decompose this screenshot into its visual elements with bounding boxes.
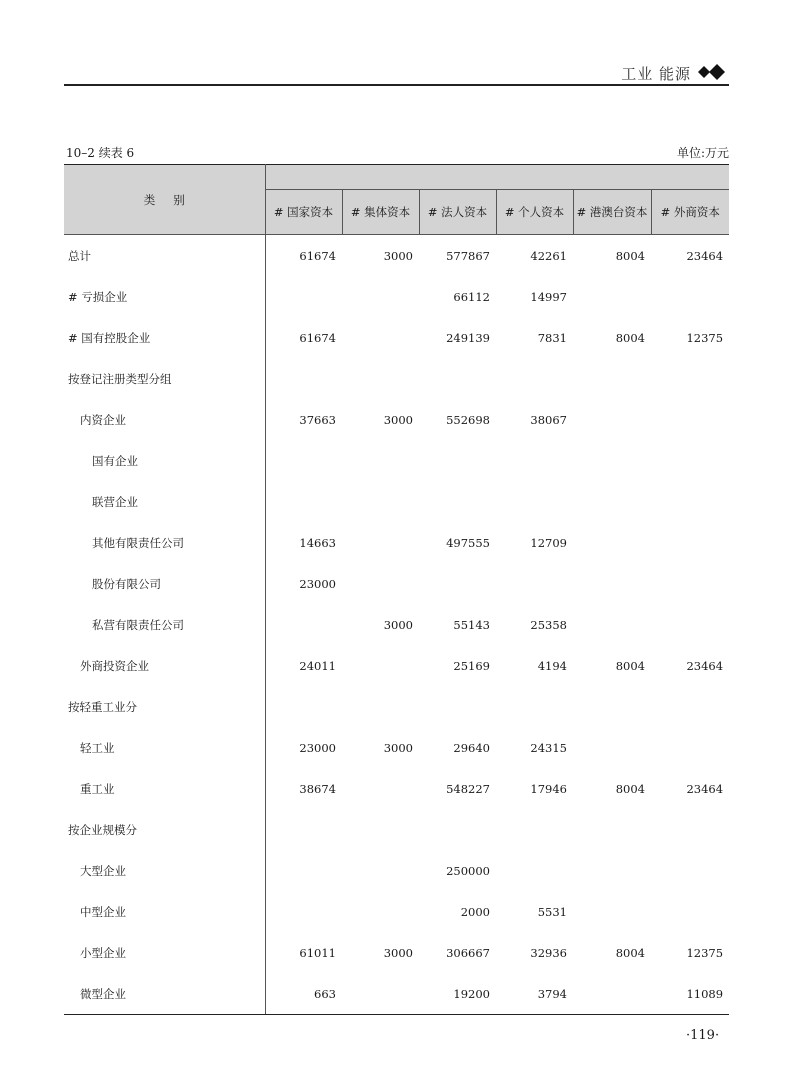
table-cell bbox=[651, 563, 729, 604]
table-row bbox=[64, 727, 729, 768]
table-cell: 3000 bbox=[342, 399, 419, 440]
table-cell: 25358 bbox=[496, 604, 573, 645]
data-table bbox=[64, 164, 729, 1015]
table-cell bbox=[419, 686, 496, 727]
table-cell bbox=[573, 973, 651, 1015]
table-cell bbox=[342, 850, 419, 891]
table-cell: 306667 bbox=[419, 932, 496, 973]
column-header: # 个人资本 bbox=[496, 190, 573, 235]
table-cell bbox=[651, 358, 729, 399]
table-cell: 3000 bbox=[342, 932, 419, 973]
table-cell bbox=[265, 358, 342, 399]
table-cell bbox=[573, 727, 651, 768]
row-label: 按企业规模分 bbox=[64, 809, 265, 850]
table-cell: 14663 bbox=[265, 522, 342, 563]
row-label: 股份有限公司 bbox=[64, 563, 265, 604]
table-cell: 23464 bbox=[651, 235, 729, 277]
table-cell: 61674 bbox=[265, 235, 342, 277]
table-cell bbox=[342, 563, 419, 604]
table-cell bbox=[573, 850, 651, 891]
table-cell bbox=[265, 276, 342, 317]
table-cell bbox=[496, 686, 573, 727]
table-row bbox=[64, 645, 729, 686]
table-cell: 663 bbox=[265, 973, 342, 1015]
table-cell bbox=[496, 563, 573, 604]
table-cell bbox=[496, 850, 573, 891]
table-cell bbox=[573, 276, 651, 317]
table-cell bbox=[342, 276, 419, 317]
table-cell bbox=[342, 686, 419, 727]
table-cell bbox=[573, 809, 651, 850]
table-cell: 24315 bbox=[496, 727, 573, 768]
row-label: 大型企业 bbox=[64, 850, 265, 891]
row-label: # 亏损企业 bbox=[64, 276, 265, 317]
table-cell: 7831 bbox=[496, 317, 573, 358]
table-label: 10–2 续表 6 bbox=[66, 146, 135, 160]
table-row bbox=[64, 522, 729, 563]
table-row bbox=[64, 235, 729, 277]
page-header bbox=[64, 60, 729, 86]
table-cell bbox=[651, 399, 729, 440]
table-cell bbox=[265, 686, 342, 727]
table-cell bbox=[651, 604, 729, 645]
row-label: 总计 bbox=[64, 235, 265, 277]
table-row bbox=[64, 932, 729, 973]
table-cell: 12709 bbox=[496, 522, 573, 563]
column-header: # 港澳台资本 bbox=[573, 190, 651, 235]
table-cell: 24011 bbox=[265, 645, 342, 686]
row-label: 按登记注册类型分组 bbox=[64, 358, 265, 399]
header-band bbox=[265, 165, 729, 190]
table-cell: 23000 bbox=[265, 563, 342, 604]
table-cell bbox=[419, 358, 496, 399]
table-cell: 61674 bbox=[265, 317, 342, 358]
column-header: # 法人资本 bbox=[419, 190, 496, 235]
table-row bbox=[64, 440, 729, 481]
table-header bbox=[64, 165, 729, 235]
row-label: 内资企业 bbox=[64, 399, 265, 440]
row-label: # 国有控股企业 bbox=[64, 317, 265, 358]
table-cell: 8004 bbox=[573, 235, 651, 277]
table-cell bbox=[342, 358, 419, 399]
table-cell bbox=[573, 399, 651, 440]
table-row bbox=[64, 563, 729, 604]
table-row bbox=[64, 891, 729, 932]
table-cell: 249139 bbox=[419, 317, 496, 358]
row-label: 按轻重工业分 bbox=[64, 686, 265, 727]
table-cell: 32936 bbox=[496, 932, 573, 973]
table-cell: 552698 bbox=[419, 399, 496, 440]
table-cell bbox=[419, 481, 496, 522]
table-row bbox=[64, 604, 729, 645]
table-row bbox=[64, 973, 729, 1015]
table-cell bbox=[419, 809, 496, 850]
table-cell bbox=[651, 481, 729, 522]
table-cell: 3000 bbox=[342, 727, 419, 768]
table-cell bbox=[573, 481, 651, 522]
column-header: # 国家资本 bbox=[265, 190, 342, 235]
table-cell bbox=[496, 358, 573, 399]
table-cell bbox=[496, 440, 573, 481]
header-title: 工业 能源 bbox=[621, 65, 691, 83]
row-label: 联营企业 bbox=[64, 481, 265, 522]
table-cell bbox=[419, 563, 496, 604]
table-cell bbox=[573, 891, 651, 932]
table-cell bbox=[342, 645, 419, 686]
table-cell bbox=[651, 522, 729, 563]
table-cell: 11089 bbox=[651, 973, 729, 1015]
table-cell bbox=[573, 440, 651, 481]
table-cell bbox=[496, 481, 573, 522]
table-cell bbox=[573, 358, 651, 399]
table-cell bbox=[573, 604, 651, 645]
table-cell bbox=[342, 891, 419, 932]
table-cell: 61011 bbox=[265, 932, 342, 973]
diamond-ornament-icon bbox=[693, 64, 727, 80]
table-cell bbox=[265, 604, 342, 645]
table-cell bbox=[651, 686, 729, 727]
row-label: 外商投资企业 bbox=[64, 645, 265, 686]
table-cell: 8004 bbox=[573, 317, 651, 358]
table-row bbox=[64, 358, 729, 399]
table-cell: 55143 bbox=[419, 604, 496, 645]
table-cell bbox=[651, 850, 729, 891]
table-cell bbox=[265, 481, 342, 522]
table-row bbox=[64, 768, 729, 809]
row-label: 小型企业 bbox=[64, 932, 265, 973]
row-label: 中型企业 bbox=[64, 891, 265, 932]
table-cell bbox=[265, 850, 342, 891]
table-cell bbox=[265, 809, 342, 850]
table-cell: 25169 bbox=[419, 645, 496, 686]
table-cell: 17946 bbox=[496, 768, 573, 809]
table-cell: 12375 bbox=[651, 317, 729, 358]
table-cell: 66112 bbox=[419, 276, 496, 317]
table-row bbox=[64, 809, 729, 850]
table-row bbox=[64, 481, 729, 522]
table-cell: 8004 bbox=[573, 768, 651, 809]
table-cell: 19200 bbox=[419, 973, 496, 1015]
table-cell bbox=[342, 522, 419, 563]
category-header: 类别 bbox=[64, 165, 265, 235]
table-cell: 8004 bbox=[573, 645, 651, 686]
table-cell bbox=[496, 809, 573, 850]
row-label: 微型企业 bbox=[64, 973, 265, 1015]
table-cell bbox=[651, 809, 729, 850]
table-cell: 497555 bbox=[419, 522, 496, 563]
table-cell: 3794 bbox=[496, 973, 573, 1015]
table-cell: 38674 bbox=[265, 768, 342, 809]
table-cell: 23000 bbox=[265, 727, 342, 768]
table-body bbox=[64, 235, 729, 1015]
row-label: 国有企业 bbox=[64, 440, 265, 481]
table-cell: 37663 bbox=[265, 399, 342, 440]
table-cell bbox=[573, 686, 651, 727]
table-cell bbox=[573, 522, 651, 563]
page-number: ·119· bbox=[686, 1028, 720, 1043]
table-cell: 29640 bbox=[419, 727, 496, 768]
column-header: # 外商资本 bbox=[651, 190, 729, 235]
column-header: # 集体资本 bbox=[342, 190, 419, 235]
table-row bbox=[64, 850, 729, 891]
table-cell: 4194 bbox=[496, 645, 573, 686]
table-cell: 38067 bbox=[496, 399, 573, 440]
unit-label: 单位:万元 bbox=[676, 146, 729, 160]
table-row bbox=[64, 686, 729, 727]
table-cell: 5531 bbox=[496, 891, 573, 932]
row-label: 私营有限责任公司 bbox=[64, 604, 265, 645]
row-label: 重工业 bbox=[64, 768, 265, 809]
table-cell: 42261 bbox=[496, 235, 573, 277]
table-cell: 3000 bbox=[342, 604, 419, 645]
table-cell bbox=[419, 440, 496, 481]
table-row bbox=[64, 276, 729, 317]
table-cell: 3000 bbox=[342, 235, 419, 277]
table-row bbox=[64, 399, 729, 440]
table-cell: 23464 bbox=[651, 645, 729, 686]
table-cell: 548227 bbox=[419, 768, 496, 809]
table-cell bbox=[265, 440, 342, 481]
table-cell bbox=[342, 317, 419, 358]
table-cell: 23464 bbox=[651, 768, 729, 809]
table-row bbox=[64, 317, 729, 358]
table-cell bbox=[342, 440, 419, 481]
table-cell bbox=[342, 481, 419, 522]
table-cell: 12375 bbox=[651, 932, 729, 973]
table-cell: 8004 bbox=[573, 932, 651, 973]
table-cell bbox=[651, 891, 729, 932]
table-cell: 577867 bbox=[419, 235, 496, 277]
row-label: 轻工业 bbox=[64, 727, 265, 768]
table-cell: 250000 bbox=[419, 850, 496, 891]
table-cell bbox=[342, 973, 419, 1015]
table-cell: 14997 bbox=[496, 276, 573, 317]
table-cell bbox=[573, 563, 651, 604]
row-label: 其他有限责任公司 bbox=[64, 522, 265, 563]
table-cell: 2000 bbox=[419, 891, 496, 932]
table-cell bbox=[265, 891, 342, 932]
table-cell bbox=[651, 276, 729, 317]
table-cell bbox=[651, 727, 729, 768]
table-cell bbox=[342, 768, 419, 809]
table-cell bbox=[651, 440, 729, 481]
table-cell bbox=[342, 809, 419, 850]
